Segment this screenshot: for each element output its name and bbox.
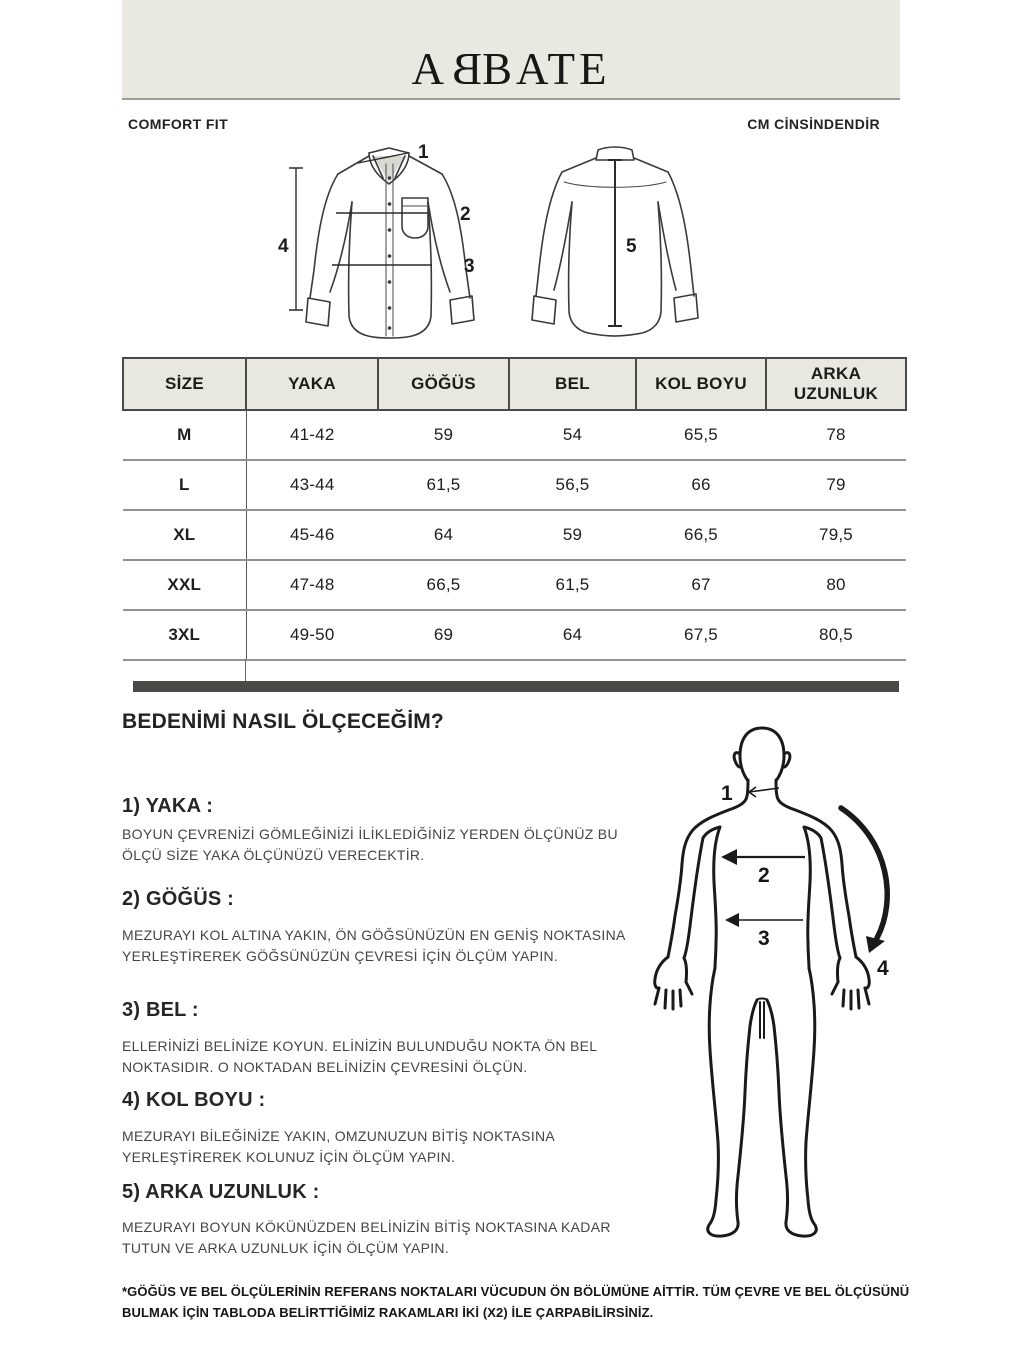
front-label-chest: 2 — [460, 204, 471, 225]
col-header-yaka: YAKA — [246, 358, 378, 410]
fit-label: COMFORT FIT — [128, 116, 229, 132]
col-header-size: SİZE — [123, 358, 246, 410]
cell-arka-uzunluk: 79,5 — [766, 510, 906, 560]
front-label-waist: 3 — [464, 256, 475, 277]
cell-arka-uzunluk: 78 — [766, 410, 906, 460]
cell-arka-uzunluk: 80,5 — [766, 610, 906, 660]
figure-label-waist: 3 — [758, 927, 770, 950]
section-heading-yaka: 1) YAKA : — [122, 795, 214, 817]
front-buttons — [388, 176, 392, 330]
size-table-header — [123, 358, 906, 410]
cell-size: XXL — [123, 560, 246, 610]
cell-kol-boyu: 66,5 — [636, 510, 766, 560]
size-table — [122, 357, 907, 661]
cell-kol-boyu: 67 — [636, 560, 766, 610]
unit-label: CM CİNSİNDENDİR — [747, 116, 880, 132]
cell-kol-boyu: 67,5 — [636, 610, 766, 660]
guide-title: BEDENİMİ NASIL ÖLÇECEĞİM? — [122, 710, 444, 733]
cell-gogus: 64 — [378, 510, 509, 560]
section-body-arka-uzunluk: MEZURAYI BOYUN KÖKÜNÜZDEN BELİNİZİN BİTİŞ NOKTASINA KADAR TUTUN VE ARKA UZUNLUK İÇİN ÖLÇÜM YAPIN. — [122, 1219, 611, 1256]
footnote: *GÖĞÜS VE BEL ÖLÇÜLERİNİN REFERANS NOKTALARI VÜCUDUN ÖN BÖLÜMÜNE AİTTİR. TÜM ÇEVRE VE BEL ÖLÇÜSÜNÜ BULMAK İÇİN TABLODA BELİRTTİĞİMİZ RAKAMLARI İKİ (X2) İLE ÇARPABİLİRSİNİZ. — [122, 1284, 910, 1320]
cell-arka-uzunluk: 79 — [766, 460, 906, 510]
front-label-collar: 1 — [418, 142, 429, 163]
cell-gogus: 66,5 — [378, 560, 509, 610]
cell-size: 3XL — [123, 610, 246, 660]
cell-kol-boyu: 65,5 — [636, 410, 766, 460]
table-row — [123, 510, 906, 560]
cell-size: M — [123, 410, 246, 460]
cell-bel: 54 — [509, 410, 636, 460]
cell-gogus: 69 — [378, 610, 509, 660]
section-body-yaka: BOYUN ÇEVRENİZİ GÖMLEĞİNİZİ İLİKLEDİĞİNİZ YERDEN ÖLÇÜNÜZ BU ÖLÇÜ SİZE YAKA ÖLÇÜNÜZÜ VERECEKTİR. — [122, 826, 618, 863]
table-row — [123, 410, 906, 460]
col-header-kol-boyu: KOL BOYU — [636, 358, 766, 410]
cell-yaka: 49-50 — [246, 610, 378, 660]
section-divider-bar — [133, 681, 899, 692]
shirt-back-diagram — [528, 138, 712, 340]
section-body-bel: ELLERİNİZİ BELİNİZE KOYUN. ELİNİZİN BULUNDUĞU NOKTA ÖN BEL NOKTASIDIR. O NOKTADAN BELİNİZİN ÇEVRESİNİ ÖLÇÜN. — [122, 1038, 597, 1075]
shirt-front-diagram — [272, 140, 484, 348]
cell-gogus: 61,5 — [378, 460, 509, 510]
section-body-kol-boyu: MEZURAYI BİLEĞİNİZE YAKIN, OMZUNUZUN BİTİŞ NOKTASINA YERLEŞTİREREK KOLUNUZ İÇİN ÖLÇÜM YAPIN. — [122, 1128, 555, 1165]
back-label-length: 5 — [626, 236, 637, 257]
cell-yaka: 47-48 — [246, 560, 378, 610]
logo-letter-a: A — [411, 44, 448, 94]
cell-arka-uzunluk: 80 — [766, 560, 906, 610]
section-heading-bel: 3) BEL : — [122, 999, 199, 1021]
section-body-gogus: MEZURAYI KOL ALTINA YAKIN, ÖN GÖĞSÜNÜZÜN EN GENİŞ NOKTASINA YERLEŞTİREREK GÖĞSÜNÜZÜN ÇEVRESİ İÇİN ÖLÇÜM YAPIN. — [122, 927, 625, 964]
cell-yaka: 43-44 — [246, 460, 378, 510]
brand-header-band — [122, 0, 900, 100]
cell-bel: 61,5 — [509, 560, 636, 610]
body-measure-figure — [645, 708, 995, 1283]
cell-yaka: 41-42 — [246, 410, 378, 460]
logo-mirrored-b: B — [447, 44, 482, 94]
figure-label-sleeve: 4 — [877, 957, 889, 980]
cell-yaka: 45-46 — [246, 510, 378, 560]
col-header-arka-uzunluk: ARKA UZUNLUK — [766, 358, 906, 410]
cell-size: XL — [123, 510, 246, 560]
table-row — [123, 560, 906, 610]
cell-bel: 64 — [509, 610, 636, 660]
section-heading-kol-boyu: 4) KOL BOYU : — [122, 1089, 266, 1111]
cell-size: L — [123, 460, 246, 510]
cell-kol-boyu: 66 — [636, 460, 766, 510]
body-outline — [655, 728, 870, 1236]
col-header-bel: BEL — [509, 358, 636, 410]
section-heading-arka-uzunluk: 5) ARKA UZUNLUK : — [122, 1181, 320, 1203]
table-row — [123, 610, 906, 660]
col-header-gogus: GÖĞÜS — [378, 358, 509, 410]
cell-bel: 59 — [509, 510, 636, 560]
front-label-sleeve: 4 — [278, 236, 289, 257]
cell-bel: 56,5 — [509, 460, 636, 510]
back-measure-line — [608, 160, 622, 326]
figure-label-chest: 2 — [758, 864, 770, 887]
logo-rest: BATE — [482, 44, 611, 94]
cell-gogus: 59 — [378, 410, 509, 460]
section-heading-gogus: 2) GÖĞÜS : — [122, 888, 235, 910]
table-row — [123, 460, 906, 510]
brand-logo — [411, 43, 610, 95]
figure-label-collar: 1 — [721, 782, 733, 805]
front-measure-lines — [289, 153, 432, 310]
